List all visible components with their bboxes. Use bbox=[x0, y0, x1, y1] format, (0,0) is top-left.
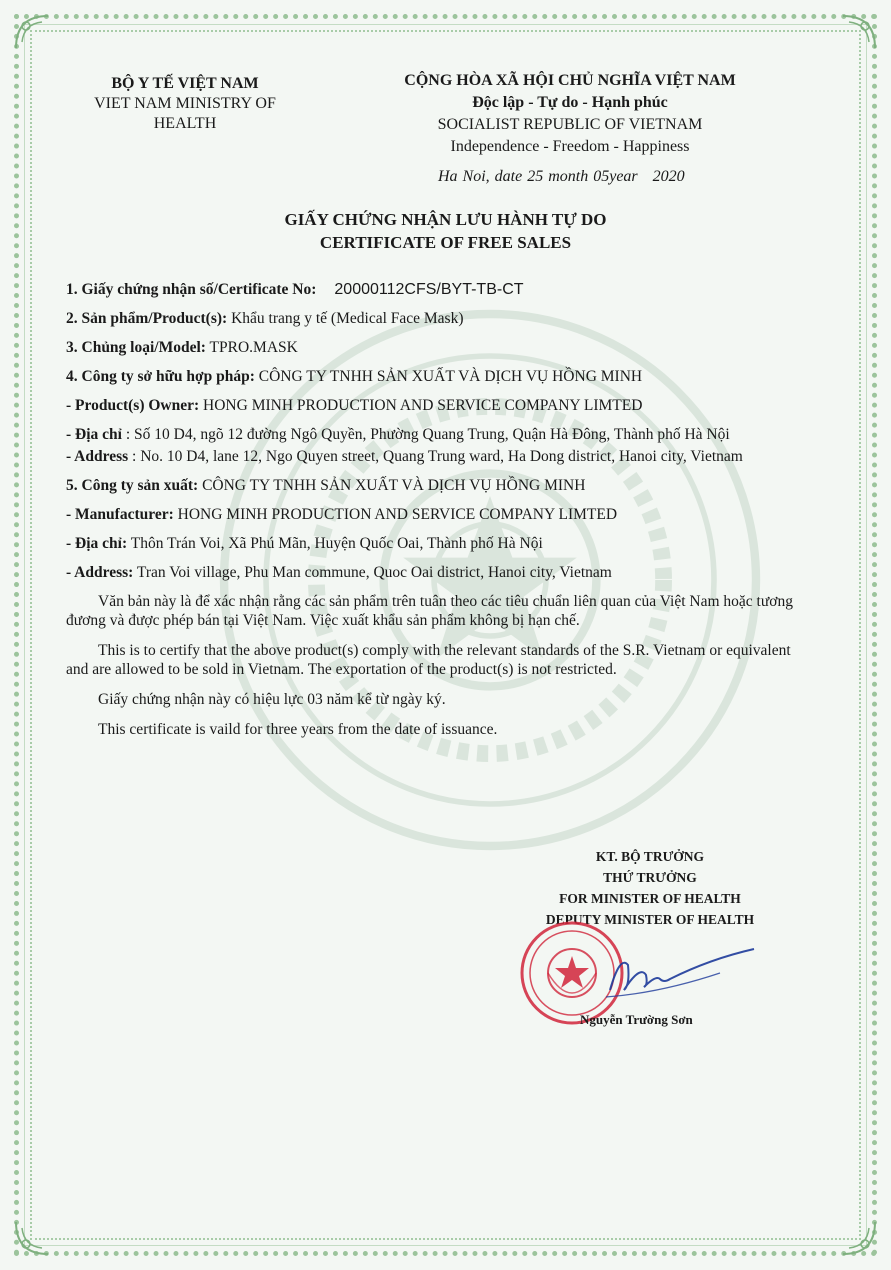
owner-address-vn-label: - Địa chỉ bbox=[66, 426, 122, 443]
ministry-name-vn: BỘ Y TẾ VIỆT NAM bbox=[111, 75, 259, 92]
title-vn: GIẤY CHỨNG NHẬN LƯU HÀNH TỰ DO bbox=[284, 210, 607, 229]
date-year: 2020 bbox=[652, 168, 685, 185]
ministry-header bbox=[70, 74, 300, 134]
manufacturer-en-value: HONG MINH PRODUCTION AND SERVICE COMPANY LIMTED bbox=[173, 506, 618, 523]
validity-paragraph-vn: Giấy chứng nhận này có hiệu lực 03 năm kể từ ngày ký. bbox=[98, 691, 446, 708]
date-year-label: year bbox=[609, 168, 638, 185]
product-row bbox=[66, 309, 811, 328]
signature-line-3: FOR MINISTER OF HEALTH bbox=[559, 891, 741, 906]
certificate-number-label: 1. Giấy chứng nhận số/Certificate No: bbox=[66, 281, 317, 298]
manufacturer-vn-row bbox=[66, 476, 811, 495]
date-day: 25 bbox=[527, 168, 544, 185]
corner-ornament-icon bbox=[12, 1218, 52, 1258]
manufacturer-address-vn-row bbox=[66, 534, 811, 553]
handwritten-signature-icon bbox=[600, 935, 760, 1005]
signature-line-2: THỨ TRƯỞNG bbox=[603, 870, 697, 885]
ministry-name-en-line2: HEALTH bbox=[153, 115, 217, 132]
certificate-number-value: 20000112CFS/BYT-TB-CT bbox=[334, 281, 524, 298]
certificate-title bbox=[0, 208, 891, 254]
owner-en-row bbox=[66, 396, 811, 415]
owner-vn-value: CÔNG TY TNHH SẢN XUẤT VÀ DỊCH VỤ HỒNG MINH bbox=[254, 368, 643, 385]
certification-paragraph-en: This is to certify that the above product(s) comply with the relevant standards of the S.R. Vietnam or equivalent and are allowed to be sold in Vietnam. The exportation of the product(s) is not restricted. bbox=[66, 642, 791, 678]
signature-line-1: KT. BỘ TRƯỞNG bbox=[595, 849, 705, 864]
republic-header bbox=[380, 70, 760, 158]
manufacturer-vn-label: 5. Công ty sản xuất: bbox=[66, 477, 199, 494]
owner-en-value: HONG MINH PRODUCTION AND SERVICE COMPANY LIMTED bbox=[199, 397, 643, 414]
manufacturer-address-en-label: - Address: bbox=[66, 564, 134, 581]
republic-name-vn: CỘNG HÒA XÃ HỘI CHỦ NGHĨA VIỆT NAM bbox=[404, 72, 736, 89]
manufacturer-address-en-row bbox=[66, 563, 811, 582]
date-month: 05 bbox=[593, 168, 610, 185]
owner-vn-row bbox=[66, 367, 811, 386]
issue-date bbox=[438, 168, 685, 186]
owner-address-en-row bbox=[66, 447, 811, 466]
motto-en: Independence - Freedom - Happiness bbox=[450, 138, 690, 155]
owner-address-vn-value: : Số 10 D4, ngõ 12 đường Ngô Quyền, Phường Quang Trung, Quận Hà Đông, Thành phố Hà Nội bbox=[121, 426, 730, 443]
owner-address-vn-row bbox=[66, 425, 811, 444]
corner-ornament-icon bbox=[839, 12, 879, 52]
date-month-label: month bbox=[548, 168, 589, 185]
manufacturer-address-vn-label: - Địa chỉ: bbox=[66, 535, 128, 552]
owner-en-label: - Product(s) Owner: bbox=[66, 397, 200, 414]
motto-vn: Độc lập - Tự do - Hạnh phúc bbox=[472, 94, 668, 111]
corner-ornament-icon bbox=[12, 12, 52, 52]
signature-line-4: DEPUTY MINISTER OF HEALTH bbox=[545, 912, 755, 927]
owner-vn-label: 4. Công ty sở hữu hợp pháp: bbox=[66, 368, 255, 385]
product-label: 2. Sản phẩm/Product(s): bbox=[66, 310, 228, 327]
title-en: CERTIFICATE OF FREE SALES bbox=[319, 233, 572, 252]
manufacturer-en-row bbox=[66, 505, 811, 524]
product-value: Khẩu trang y tế (Medical Face Mask) bbox=[227, 310, 464, 327]
ministry-name-en-line1: VIET NAM MINISTRY OF bbox=[94, 95, 276, 112]
owner-address-en-label: - Address bbox=[66, 448, 129, 465]
model-label: 3. Chủng loại/Model: bbox=[66, 339, 206, 356]
certificate-number-row bbox=[66, 280, 811, 299]
owner-address-en-value: : No. 10 D4, lane 12, Ngo Quyen street, Quang Trung ward, Ha Dong district, Hanoi city, Vietnam bbox=[128, 448, 743, 465]
model-value: TPRO.MASK bbox=[205, 339, 298, 356]
validity-paragraph-en: This certificate is vaild for three years from the date of issuance. bbox=[98, 721, 498, 738]
certificate-body bbox=[66, 280, 811, 750]
republic-name-en: SOCIALIST REPUBLIC OF VIETNAM bbox=[437, 116, 703, 133]
model-row bbox=[66, 338, 811, 357]
manufacturer-en-label: - Manufacturer: bbox=[66, 506, 174, 523]
manufacturer-address-en-value: Tran Voi village, Phu Man commune, Quoc Oai district, Hanoi city, Vietnam bbox=[133, 564, 612, 581]
corner-ornament-icon bbox=[839, 1218, 879, 1258]
manufacturer-address-vn-value: Thôn Trán Voi, Xã Phú Mãn, Huyện Quốc Oai, Thành phố Hà Nội bbox=[127, 535, 543, 552]
manufacturer-vn-value: CÔNG TY TNHH SẢN XUẤT VÀ DỊCH VỤ HỒNG MINH bbox=[198, 477, 586, 494]
certification-paragraph-vn: Văn bản này là để xác nhận rằng các sản phẩm trên tuân theo các tiêu chuẩn liên quan của Việt Nam hoặc tương đương và được phép bán tại Việt Nam. Việc xuất khẩu sản phẩm không bị hạn chế. bbox=[66, 593, 793, 629]
signer-name: Nguyễn Trường Sơn bbox=[580, 1012, 693, 1027]
date-place: Ha Noi, date bbox=[438, 168, 523, 185]
